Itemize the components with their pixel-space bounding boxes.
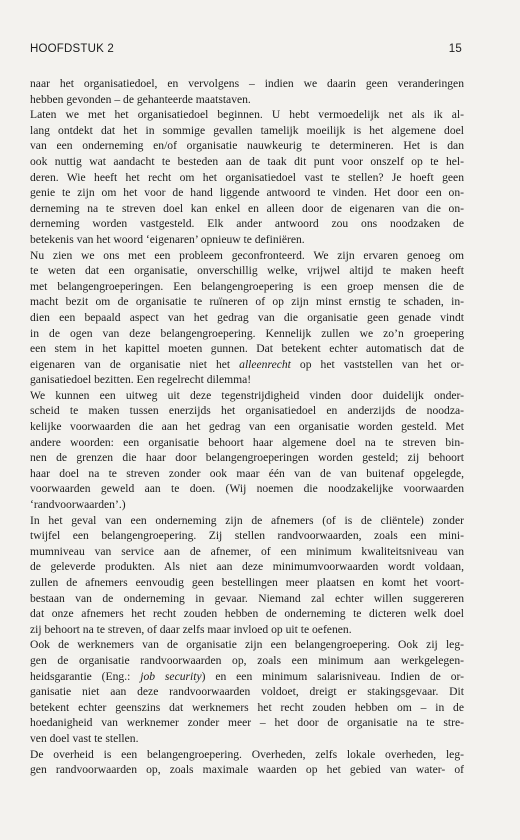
text-line: hebben gevonden – de gehanteerde maatstaven. [30,92,251,106]
text-line: Laten we met het organisatiedoel beginnen. U hebt vermoedelijk net als ik al- [30,108,464,122]
text-line: haar doel na te streven zonder ook maar één van de van buitenaf opgelegde, [30,466,464,480]
text-line: te weten dat een organisatie, onverschillig welke, vrijwel altijd te maken heeft [30,264,464,278]
text-line: betekenis van het woord ‘eigenaren’ opnieuw te definiëren. [30,232,305,246]
text-line: voorwaarden geweld aan te doen. (Wij noemen die noodzakelijke voorwaarden [30,482,464,496]
text-line: betekent echter geenszins dat werknemers het recht zouden hebben om – in de [30,700,464,714]
text-line: gen randvoorwaarden op, zoals maximale waarden op het gebied van water- of [30,763,464,777]
text-line: Nu zien we ons met een probleem geconfronteerd. We zijn ervaren genoeg om [30,248,464,262]
italic-term: alleenrecht [239,357,291,371]
text-segment: op het vaststellen van het or- [290,357,464,371]
text-line: zij behoort na te streven, of daar zelfs maar invloed op uit te oefenen. [30,622,352,636]
text-segment: eigenaren van de organisatie niet het [30,357,240,371]
text-line: dien een bepaald aspect van het gedrag van die organisatie geen genade vindt [30,310,464,324]
text-line: ganisatie niet aan deze randvoorwaarden voldoet, dreigt er stakingsgevaar. Dit [30,685,464,699]
text-line: macht bezit om de organisatie te ruïneren of op zijn minst ernstig te schaden, in- [30,295,464,309]
text-line: ook nuttig wat aandacht te besteden aan de taak dit punt voor onszelf op te hel- [30,154,464,168]
text-line: lang ontdekt dat het in sommige gevallen tamelijk moeilijk is het algemene doel [30,123,464,137]
italic-term: job security [140,669,202,683]
text-line: Ook de werknemers van de organisatie zijn een belangengroepering. Ook zij leg- [30,638,464,652]
running-header [30,43,462,59]
text-line: hoedanigheid van werknemer zonder meer – het door de organisatie na te stre- [30,716,464,730]
text-line: dat onze afnemers het recht zouden hebben de onderneming te dicteren welk doel [30,607,464,621]
text-line [30,357,464,373]
text-line: genie te zijn om het voor de hand liggende antwoord te vinden. Het door een on- [30,186,464,200]
text-line: derneming worden vastgesteld. Elk ander antwoord zou ons noodzaken de [30,217,464,231]
text-line: naar het organisatiedoel, en vervolgens – indien we daarin geen veranderingen [30,77,464,90]
text-line: de geleverde produkten. Als niet aan deze minimumvoorwaarden wordt voldaan, [30,560,464,574]
body-text [30,76,464,778]
text-line: ven doel vast te stellen. [30,731,139,745]
text-segment: heidsgarantie (Eng.: [30,669,141,683]
text-line: in de ogen van deze belangengroepering. Kennelijk zullen we zo’n groepering [30,326,464,340]
text-line: van een onderneming en/of organisatie nauwkeurig te determineren. Het is dan [30,139,464,153]
text-line: ganisatiedoel bezitten. Een regelrecht dilemma! [30,373,252,387]
text-line: andere woorden: een organisatie behoort haar algemene doel na te streven bin- [30,435,464,449]
text-line: scheid te maken tussen enerzijds het organisatiedoel en anderzijds de noodza- [30,404,464,418]
text-line: deren. Wie heeft het recht om het organisatiedoel vast te stellen? Je hoeft geen [30,170,464,184]
text-line: ‘randvoorwaarden’.) [30,498,126,512]
text-line: twijfel een belangengroepering. Zij stellen randvoorwaarden, zoals een mini- [30,529,464,543]
chapter-label: HOOFDSTUK 2 [30,43,114,55]
page-number: 15 [448,43,462,55]
text-line: nen de grenzen die haar door belangengroeperingen worden gesteld; zij behoort [30,451,464,465]
text-segment: ) en een minimum salarisniveau. Indien de or- [201,669,464,683]
text-line: bestaan van de onderneming in gevaar. Niemand zal echter willen suggereren [30,591,464,605]
text-line: mumniveau van service aan de afnemer, of een minimum kwaliteitsniveau van [30,544,464,558]
text-line: gen de organisatie randvoorwaarden op, zoals een minimum aan werkgelegen- [30,653,464,667]
text-line: zullen de afnemers eenvoudig geen bestellingen meer plaatsen en komt het voort- [30,576,464,589]
text-line: We kunnen een uitweg uit deze tegenstrijdigheid vinden door duidelijk onder- [30,388,464,402]
text-line: kelijke voorwaarden die aan het gedrag van een organisatie worden gesteld. Met [30,420,464,434]
text-line: In het geval van een onderneming zijn de afnemers (of is de cliëntele) zonder [30,513,464,527]
text-line: met belangengroeperingen. Een belangengroepering is een groep mensen die de [30,279,464,293]
text-line: een stem in het kapittel moeten gunnen. Dat betekent echter automatisch dat de [30,342,464,356]
text-line: derneming na te streven doel kan enkel en alleen door de eigenaren van die on- [30,201,464,215]
text-line: De overheid is een belangengroepering. Overheden, zelfs lokale overheden, leg- [30,747,464,761]
text-line [30,669,464,685]
